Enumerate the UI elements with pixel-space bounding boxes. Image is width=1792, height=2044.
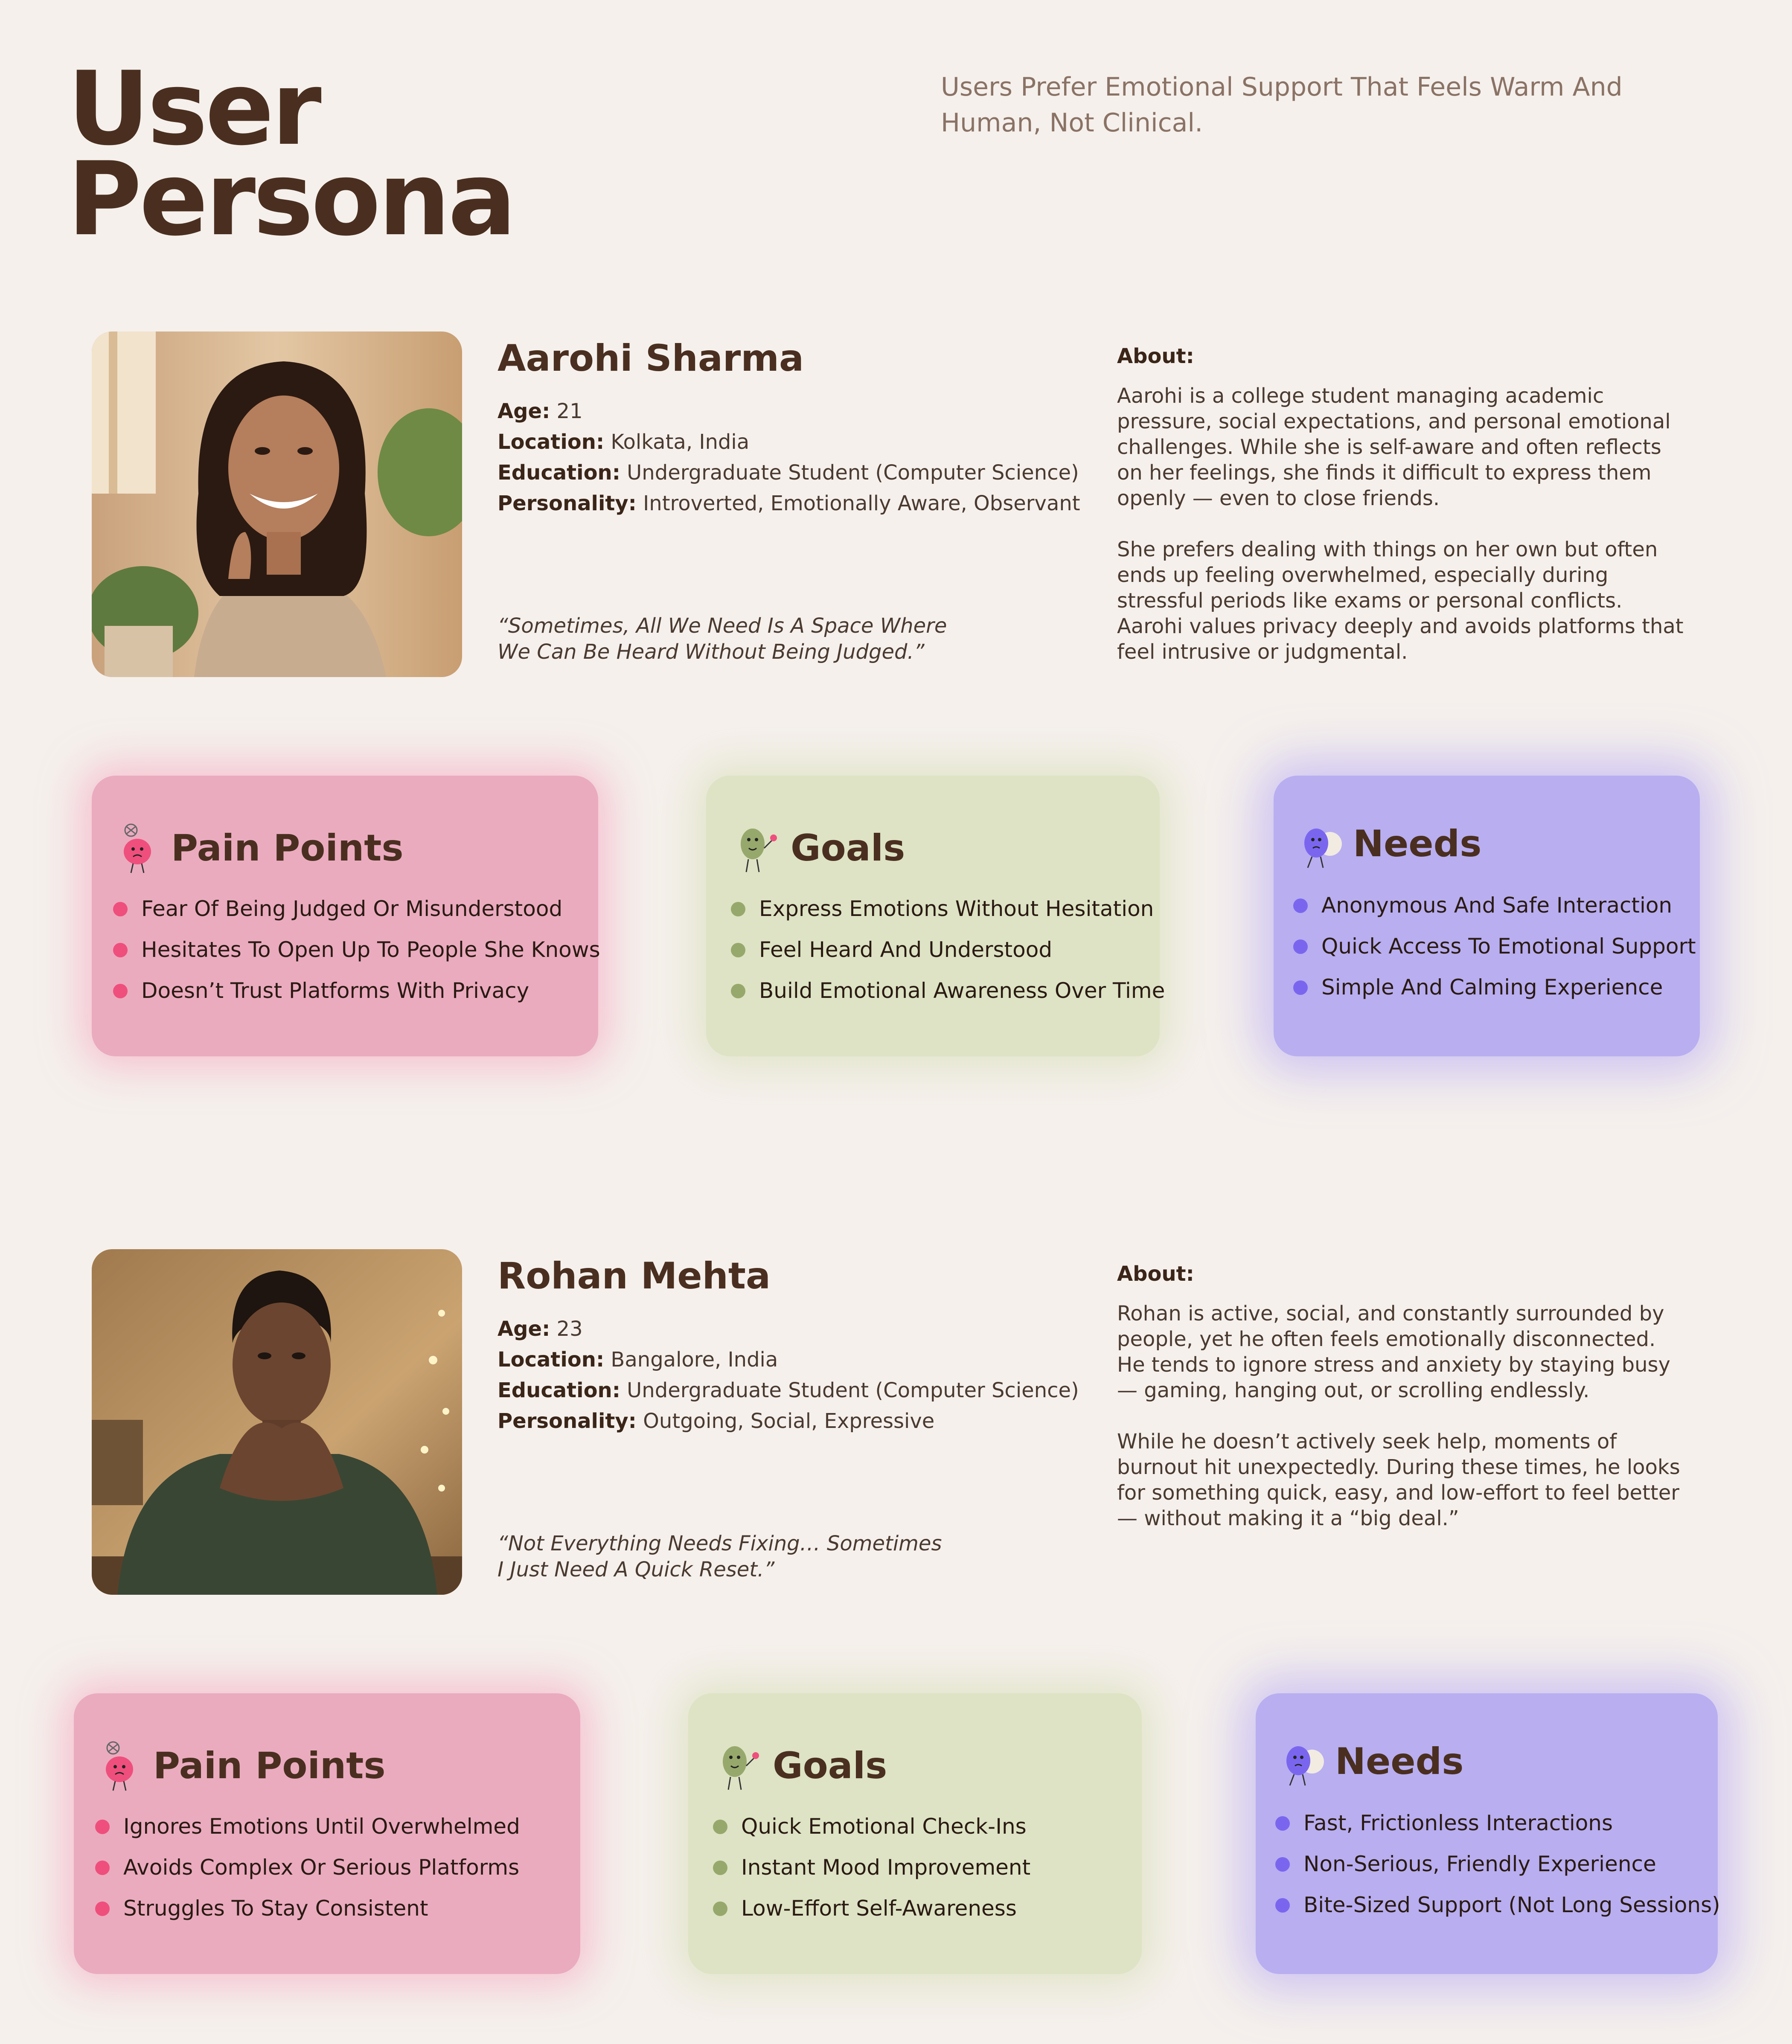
bullet-dot: [1275, 1857, 1290, 1872]
bullet-dot: [731, 902, 745, 916]
bullet-dot: [713, 1902, 727, 1916]
needs-list: [1293, 893, 1696, 1016]
list-item: Hesitates To Open Up To People She Knows: [113, 938, 600, 979]
pain-points-list: [113, 897, 600, 1020]
list-item: Fear Of Being Judged Or Misunderstood: [113, 897, 600, 938]
goals-card: [688, 1693, 1142, 1974]
bullet-dot: [1293, 980, 1308, 995]
list-item: Quick Access To Emotional Support: [1293, 934, 1696, 975]
list-item: Low-Effort Self-Awareness: [713, 1896, 1030, 1937]
pain-points-title: Pain Points: [153, 1745, 386, 1787]
age-row: Age: 21: [497, 399, 583, 423]
needs-title: Needs: [1335, 1740, 1464, 1783]
pain-character-icon: [96, 1740, 143, 1791]
page-title-line1: User: [67, 50, 319, 168]
persona-meta: [497, 396, 1080, 519]
about-heading: About:: [1117, 1262, 1194, 1286]
list-item: Bite-Sized Support (Not Long Sessions): [1275, 1893, 1720, 1934]
bullet-dot: [1275, 1816, 1290, 1831]
about-paragraph: She prefers dealing with things on her own but often ends up feeling overwhelmed, especially during stressful periods like exams or personal conflicts. Aarohi values privacy deeply and avoids platforms that feel intrusive or judgmental.: [1117, 538, 1684, 664]
needs-character-icon: [1278, 1736, 1325, 1787]
about-paragraph: Aarohi is a college student managing academic pressure, social expectations, and personal emotional challenges. While she is self-aware and often reflects on her feelings, she finds it difficult to express them openly — even to close friends.: [1117, 384, 1671, 510]
bullet-dot: [713, 1861, 727, 1875]
about-paragraph: Rohan is active, social, and constantly surrounded by people, yet he often feels emotionally disconnected. He tends to ignore stress and anxiety by staying busy — gaming, hanging out, or scrolling endlessly.: [1117, 1302, 1670, 1402]
bullet-dot: [95, 1820, 110, 1834]
about-heading: About:: [1117, 344, 1194, 368]
needs-character-icon: [1296, 818, 1343, 869]
page-subtitle: Users Prefer Emotional Support That Feels Warm And Human, Not Clinical.: [941, 72, 1623, 138]
bullet-dot: [95, 1861, 110, 1875]
bullet-dot: [95, 1902, 110, 1916]
age-row: Age: 23: [497, 1317, 583, 1341]
education-row: Education: Undergraduate Student (Computer Science): [497, 1378, 1079, 1402]
pain-points-title: Pain Points: [171, 827, 404, 869]
persona-quote: “Not Everything Needs Fixing… Sometimes I Just Need A Quick Reset.”: [497, 1532, 942, 1582]
list-item: Fast, Frictionless Interactions: [1275, 1811, 1720, 1852]
location-row: Location: Kolkata, India: [497, 430, 750, 454]
list-item: Simple And Calming Experience: [1293, 975, 1696, 1016]
goals-list: [713, 1814, 1030, 1937]
bullet-dot: [731, 943, 745, 957]
pain-points-card: [74, 1693, 580, 1974]
bullet-dot: [731, 984, 745, 998]
pain-points-list: [95, 1814, 520, 1937]
bullet-dot: [1293, 898, 1308, 913]
about-text: [1117, 383, 1689, 690]
pain-character-icon: [114, 823, 161, 874]
goals-character-icon: [733, 823, 780, 874]
persona-photo-aarohi: [92, 331, 462, 677]
goals-list: [731, 897, 1165, 1020]
about-text: [1117, 1301, 1689, 1557]
list-item: Quick Emotional Check-Ins: [713, 1814, 1030, 1855]
list-item: Non-Serious, Friendly Experience: [1275, 1852, 1720, 1893]
bullet-dot: [113, 943, 128, 957]
bullet-dot: [1293, 939, 1308, 954]
list-item: Express Emotions Without Hesitation: [731, 897, 1165, 938]
needs-title: Needs: [1353, 823, 1482, 865]
goals-title: Goals: [773, 1745, 887, 1787]
persona-meta: [497, 1314, 1079, 1436]
education-row: Education: Undergraduate Student (Computer Science): [497, 461, 1079, 485]
bullet-dot: [1275, 1898, 1290, 1913]
persona-quote: “Sometimes, All We Need Is A Space Where We Can Be Heard Without Being Judged.”: [497, 614, 947, 664]
list-item: Struggles To Stay Consistent: [95, 1896, 520, 1937]
list-item: Feel Heard And Understood: [731, 938, 1165, 979]
list-item: Instant Mood Improvement: [713, 1855, 1030, 1896]
bullet-dot: [113, 984, 128, 998]
personality-row: Personality: Introverted, Emotionally Aware, Observant: [497, 491, 1080, 515]
bullet-dot: [713, 1820, 727, 1834]
list-item: Ignores Emotions Until Overwhelmed: [95, 1814, 520, 1855]
goals-card: [706, 776, 1165, 1056]
page-title: [67, 50, 514, 259]
goals-title: Goals: [791, 827, 905, 869]
persona-photo-rohan: [92, 1249, 462, 1595]
needs-card: [1274, 776, 1700, 1056]
goals-character-icon: [716, 1740, 762, 1791]
needs-list: [1275, 1811, 1720, 1934]
list-item: Doesn’t Trust Platforms With Privacy: [113, 979, 600, 1020]
persona-name: Aarohi Sharma: [497, 337, 804, 380]
personality-row: Personality: Outgoing, Social, Expressive: [497, 1409, 935, 1433]
bullet-dot: [113, 902, 128, 916]
pain-points-card: [92, 776, 598, 1056]
about-paragraph: While he doesn’t actively seek help, moments of burnout hit unexpectedly. During these times, he looks for something quick, easy, and low-effort to feel better — without making it a “big deal.”: [1117, 1430, 1680, 1530]
list-item: Avoids Complex Or Serious Platforms: [95, 1855, 520, 1896]
needs-card: [1256, 1693, 1718, 1974]
location-row: Location: Bangalore, India: [497, 1348, 778, 1372]
persona-name: Rohan Mehta: [497, 1255, 771, 1297]
page-title-line2: Persona: [67, 140, 514, 259]
list-item: Anonymous And Safe Interaction: [1293, 893, 1696, 934]
list-item: Build Emotional Awareness Over Time: [731, 979, 1165, 1020]
